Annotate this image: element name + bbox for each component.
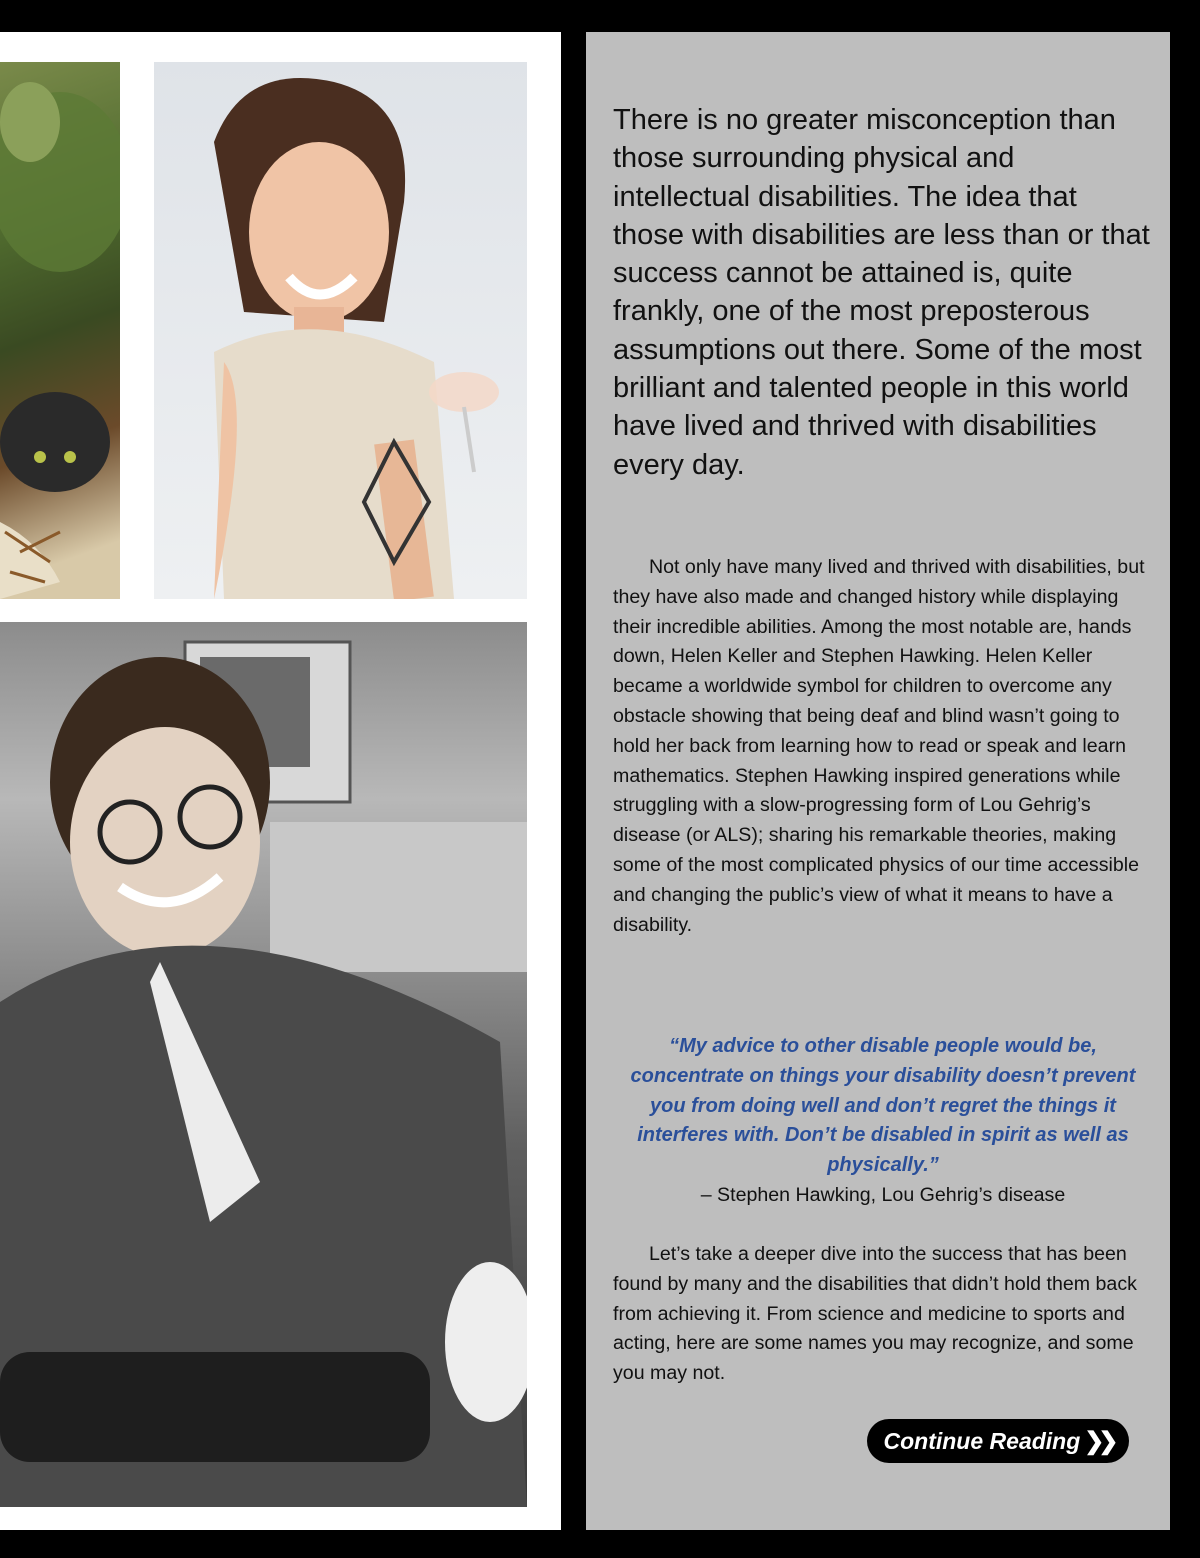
quote-attribution: – Stephen Hawking, Lou Gehrig’s disease [700,1184,1066,1206]
actress-portrait-photo [154,62,527,599]
lead-paragraph: There is no greater misconception than those surrounding physical and intellectual disabilities. The idea that those with disabilities are less than or that success cannot be attained is, quite frankly, one of the most preposterous assumptions out there. Some of the most brilliant and talented people in this world have lived and thrived with disabilities every day. [613,104,1150,481]
body-paragraph-1 [613,553,1153,940]
frida-kahlo-painting-photo [0,62,120,599]
pull-quote: “My advice to other disable people would be, concentrate on things your disability doesn’t prevent you from doing well and don’t regret the things it interferes with. Don’t be disabled in spirit as well as physically.” [630,1035,1136,1177]
body-paragraph-2 [613,1240,1153,1389]
continue-reading-button[interactable] [867,1419,1129,1463]
double-chevron-right-icon: ❯❯ [1084,1427,1113,1455]
stephen-hawking-photo [0,622,527,1507]
continue-reading-label: Continue Reading [883,1427,1081,1454]
body-paragraph-2-text: Let’s take a deeper dive into the success that has been found by many and the disabilities that didn’t hold them back from achieving it. From science and medicine to sports and acting, here are some names you may recognize, and some you may not. [613,1243,1137,1385]
body-paragraph-1-text: Not only have many lived and thrived with disabilities, but they have also made and changed history while displaying their incredible abilities. Among the most notable are, hands down, Helen Keller and Stephen Hawking. Helen Keller became a worldwide symbol for children to overcome any obstacle showing that being deaf and blind wasn’t going to hold her back from learning how to read or speak and learn mathematics. Stephen Hawking inspired generations while struggling with a slow-progressing form of Lou Gehrig’s disease (or ALS); sharing his remarkable theories, making some of the most complicated physics of our time accessible and changing the public’s view of what it means to have a disability. [613,556,1145,936]
